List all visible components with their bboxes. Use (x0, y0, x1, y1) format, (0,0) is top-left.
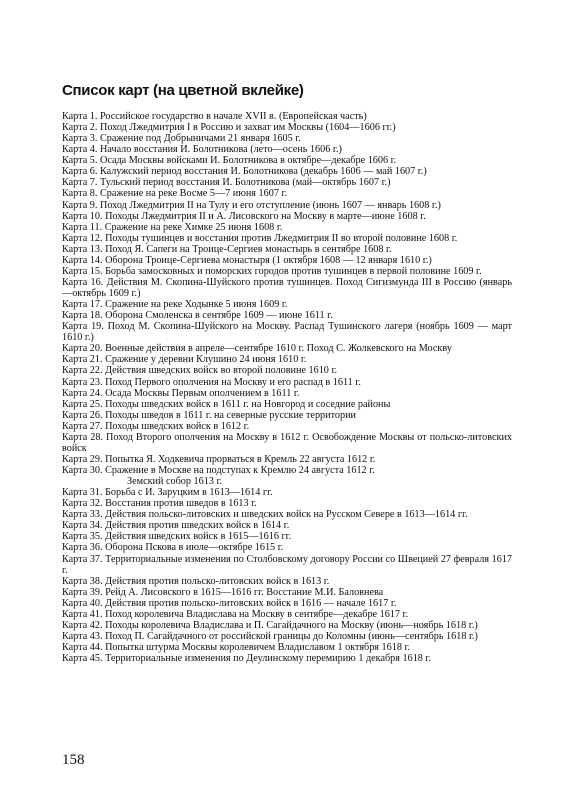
list-item: Карта 18. Оборона Смоленска в сентябре 1609 — июне 1611 г. (62, 310, 333, 322)
list-item: Карта 31. Борьба с И. Заруцким в 1613—1614 гг. (62, 487, 273, 499)
list-item: Карта 44. Попытка штурма Москвы королевичем Владиславом 1 октября 1618 г. (62, 642, 411, 653)
list-item: Карта 6. Калужский период восстания И. Болотникова (декабрь 1606 — май 1607 г.) (62, 166, 427, 178)
list-item-continuation: Земский собор 1613 г. (127, 476, 223, 488)
list-item: Карта 37. Территориальные изменения по Столбовскому договору России со Швецией 27 февраля 1617 г. (62, 553, 512, 576)
list-item: Карта 9. Поход Лжедмитрия II на Тулу и его отступление (июнь 1607 — январь 1608 г.) (62, 199, 441, 211)
list-item: Карта 42. Походы королевича Владислава и П. Сагайдачного на Москву (июнь—ноябрь 1618 г.) (62, 619, 478, 631)
list-item: Карта 39. Рейд А. Лисовского в 1615—1616 гг. Восстание М.И. Баловнева (62, 586, 384, 598)
list-item: Карта 12. Походы тушинцев и восстания против Лжедмитрия II во второй половине 1608 г. (62, 232, 458, 244)
list-item: Карта 13. Поход Я. Сапеги на Троице-Сергиев монастырь в сентябре 1608 г. (62, 243, 392, 255)
list-item: Карта 3. Сражение под Добрыничами 21 января 1605 г. (62, 133, 301, 145)
list-item: Карта 23. Поход Первого ополчения на Москву и его распад в 1611 г. (62, 376, 361, 388)
list-item: Карта 24. Осада Москвы Первым ополчением в 1611 г. (62, 387, 300, 399)
list-item: Карта 36. Оборона Пскова в июле—октябре 1615 г. (62, 542, 284, 554)
list-item: Карта 41. Поход королевича Владислава на Москву в сентябре—декабре 1617 г. (62, 608, 409, 620)
list-item: Карта 14. Оборона Троице-Сергиева монастыря (1 октября 1608 — 12 января 1610 г.) (62, 254, 432, 266)
list-item: Карта 22. Действия шведских войск во второй половине 1610 г. (62, 365, 338, 377)
page-number: 158 (62, 752, 85, 768)
list-item: Карта 1. Российское государство в начале XVII в. (Европейская часть) (62, 111, 367, 122)
list-item: Карта 40. Действия против польско-литовских войск в 1616 — начале 1617 г. (62, 597, 397, 609)
list-item: Карта 2. Поход Лжедмитрия I в Россию и захват им Москвы (1604—1606 гг.) (62, 122, 396, 134)
list-item: Карта 34. Действия против шведских войск в 1614 г. (62, 520, 290, 532)
list-item: Карта 29. Попытка Я. Ходкевича прорваться в Кремль 22 августа 1612 г. (62, 453, 376, 465)
list-item: Карта 4. Начало восстания И. Болотникова (лето—осень 1606 г.) (62, 144, 342, 156)
list-item: Карта 33. Действия польско-литовских и шведских войск на Русском Севере в 1613—1614 гг. (62, 509, 468, 521)
list-item: Карта 43. Поход П. Сагайдачного от российской границы до Коломны (июнь—сентябрь 1618 г.) (62, 630, 478, 642)
list-item: Карта 11. Сражение на реке Химке 25 июня 1608 г. (62, 221, 283, 233)
list-item: Карта 20. Военные действия в апреле—сентябре 1610 г. Поход С. Жолкевского на Москву (62, 343, 452, 355)
list-item: Карта 17. Сражение на реке Ходынке 5 июня 1609 г. (62, 299, 288, 311)
list-item: Карта 30. Сражение в Москве на подступах к Кремлю 24 августа 1612 г. (62, 465, 375, 476)
list-item: Карта 16. Действия М. Скопина-Шуйского против тушинцев. Поход Сигизмунда III в Россию (январь—октябрь 1609 г.) (62, 276, 512, 299)
map-list (62, 111, 512, 664)
list-item: Карта 25. Походы шведских войск в 1611 г. на Новгород и соседние районы (62, 398, 391, 410)
list-item: Карта 8. Сражение на реке Восме 5—7 июня 1607 г. (62, 188, 288, 200)
list-item: Карта 15. Борьба замосковных и поморских городов против тушинцев в первой половине 1609 г. (62, 265, 482, 277)
list-item: Карта 19. Поход М. Скопина-Шуйского на Москву. Распад Тушинского лагеря (ноябрь 1609 — март 1610 г.) (62, 321, 512, 344)
list-item: Карта 45. Территориальные изменения по Деулинскому перемирию 1 декабря 1618 г. (62, 653, 432, 665)
list-item: Карта 26. Походы шведов в 1611 г. на северные русские территории (62, 409, 356, 421)
list-item: Карта 27. Походы шведских войск в 1612 г. (62, 420, 250, 432)
list-item: Карта 38. Действия против польско-литовских войск в 1613 г. (62, 575, 330, 587)
list-item: Карта 21. Сражение у деревни Клушино 24 июня 1610 г. (62, 354, 307, 366)
list-item: Карта 10. Походы Лжедмитрия II и А. Лисовского на Москву в марте—июне 1608 г. (62, 210, 426, 222)
list-item: Карта 35. Действия шведских войск в 1615—1616 гг. (62, 531, 292, 543)
list-item: Карта 5. Осада Москвы войсками И. Болотникова в октябре—декабре 1606 г. (62, 155, 397, 167)
list-item: Карта 32. Восстания против шведов в 1613 г. (62, 498, 257, 510)
list-item: Карта 7. Тульский период восстания И. Болотникова (май—октябрь 1607 г.) (62, 177, 391, 189)
page-title: Список карт (на цветной вклейке) (62, 82, 304, 99)
list-item: Карта 28. Поход Второго ополчения на Москву в 1612 г. Освобождение Москвы от польско-литовских войск (62, 431, 512, 454)
